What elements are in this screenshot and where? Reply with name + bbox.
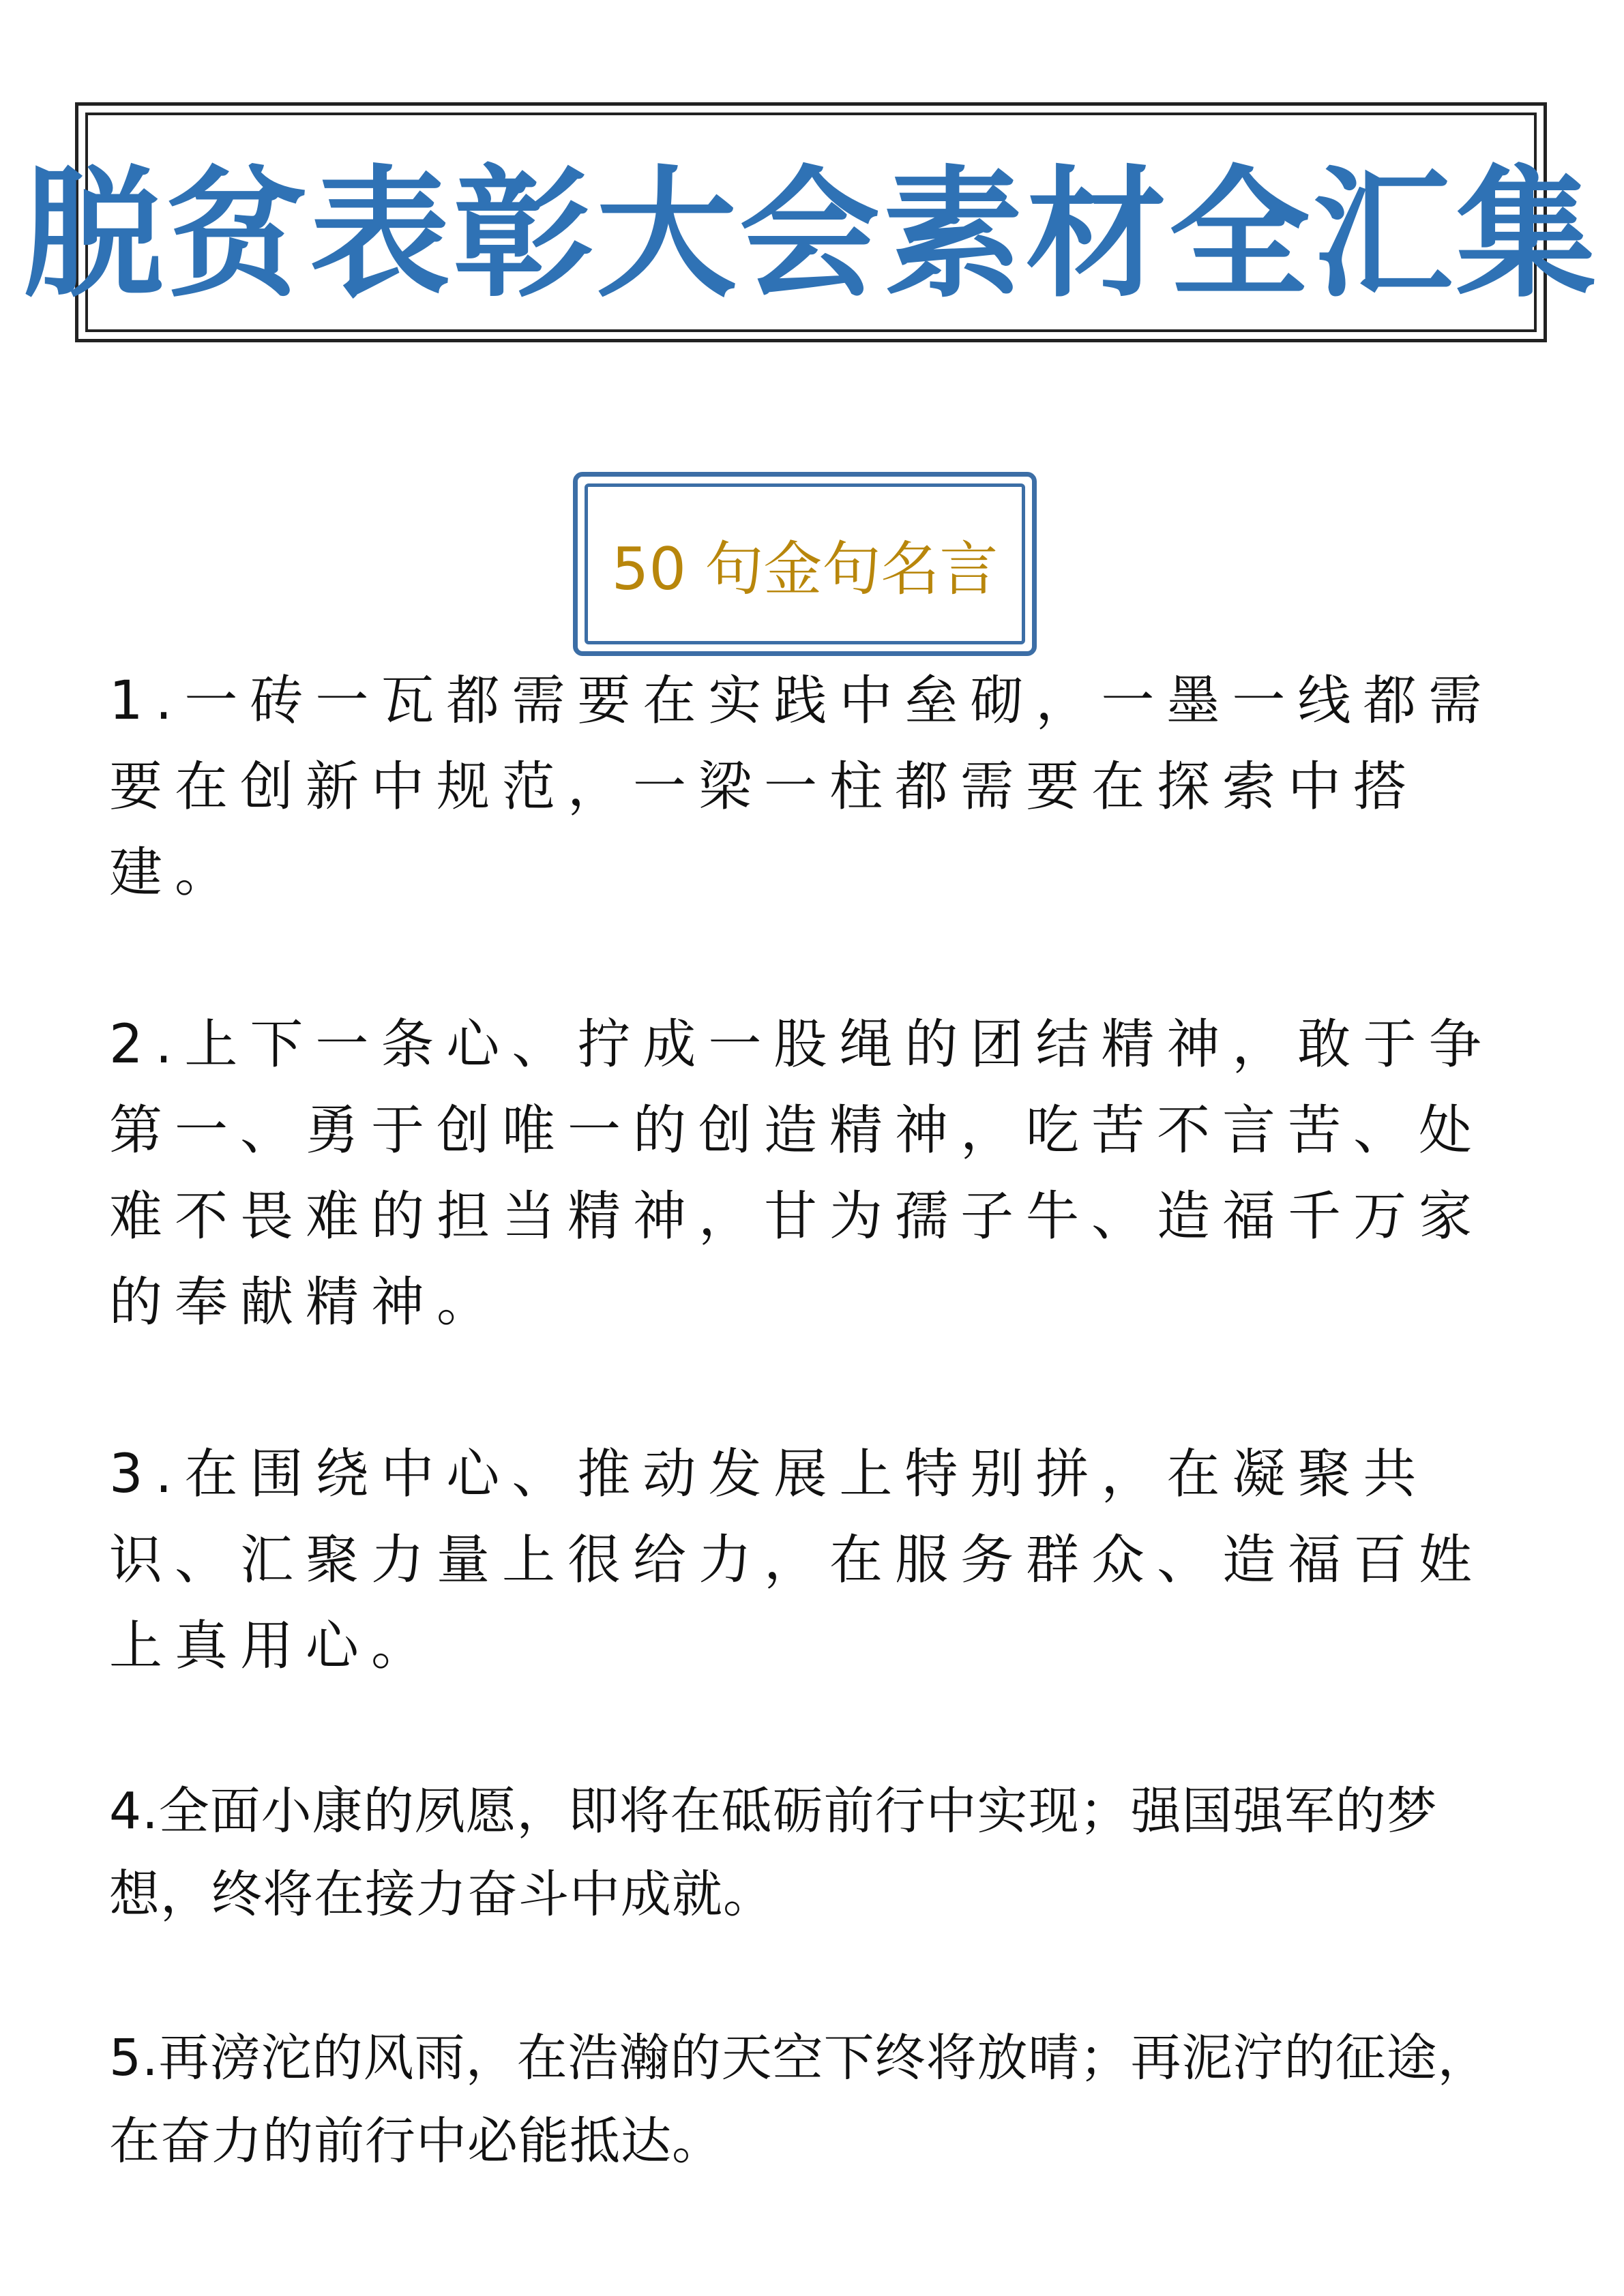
title-frame — [23, 102, 1599, 342]
quote-item-1: 1.一砖一瓦都需要在实践中垒砌，一墨一线都需要在创新中规范，一梁一柱都需要在探索中搭建。 — [109, 670, 1494, 904]
subtitle-frame — [573, 472, 1037, 656]
quote-item-2: 2.上下一条心、拧成一股绳的团结精神，敢于争第一、勇于创唯一的创造精神，吃苦不言苦、处难不畏难的担当精神，甘为孺子牛、造福千万家的奉献精神。 — [109, 1014, 1494, 1333]
subtitle-inner-frame — [585, 483, 1025, 644]
quote-item-3: 3.在围绕中心、推动发展上特别拼，在凝聚共识、汇聚力量上很给力，在服务群众、造福百姓上真用心。 — [109, 1444, 1485, 1677]
title-inner-frame — [23, 113, 1599, 332]
quote-list — [109, 658, 1521, 2183]
page-title: 脱贫表彰大会素材全汇集 — [23, 153, 1599, 316]
quote-item-5: 5.再滂沱的风雨，在浩瀚的天空下终将放晴；再泥泞的征途，在奋力的前行中必能抵达。 — [109, 2029, 1489, 2171]
quote-item-4: 4.全面小康的夙愿，即将在砥砺前行中实现；强国强军的梦想，终将在接力奋斗中成就。 — [109, 1782, 1438, 1924]
section-subtitle: 50 句金句名言 — [611, 535, 999, 603]
